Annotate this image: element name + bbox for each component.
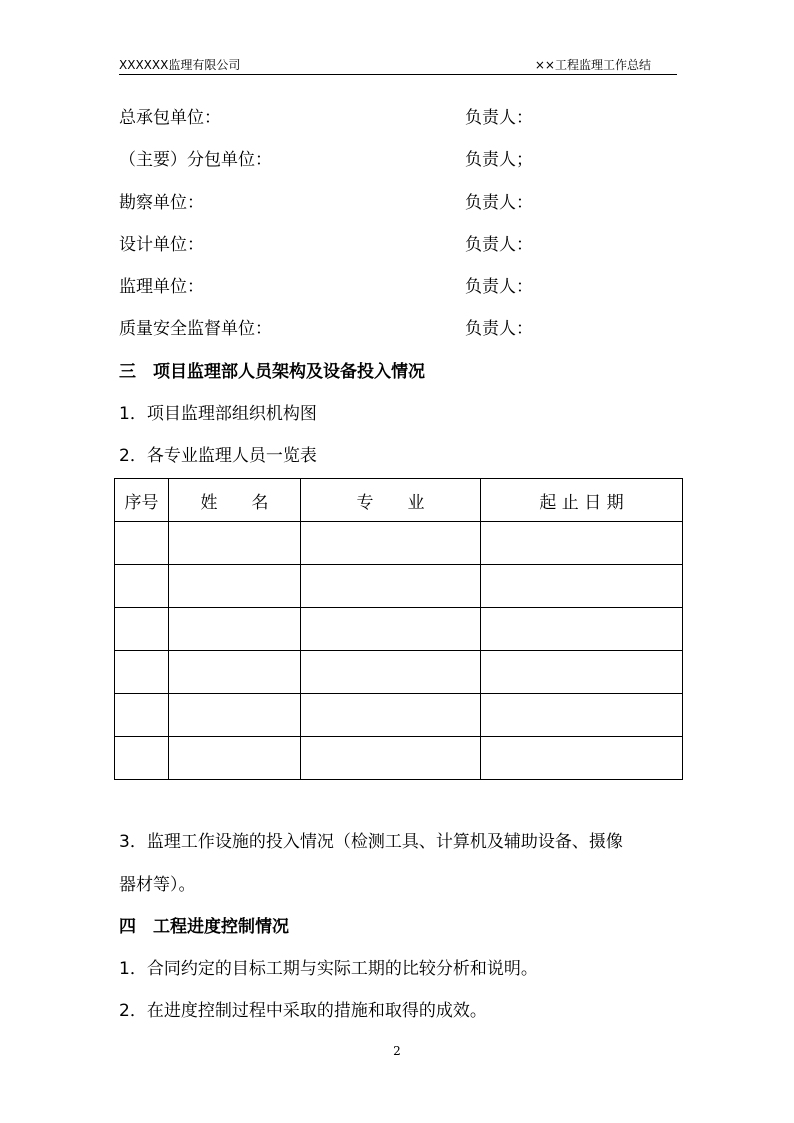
document-title: ××工程监理工作总结 — [534, 58, 651, 72]
section4-item1: 1．合同约定的目标工期与实际工期的比较分析和说明。 — [119, 959, 538, 979]
table-cell — [481, 608, 683, 651]
unit-quality-safety-responsible: 负责人： — [465, 319, 533, 339]
section3-item3-line1: 3．监理工作设施的投入情况（检测工具、计算机及辅助设备、摄像 — [119, 832, 623, 852]
column-header-dates: 起 止 日 期 — [481, 479, 683, 522]
table-cell — [481, 694, 683, 737]
table-cell — [115, 694, 169, 737]
table-cell — [169, 522, 301, 565]
table-cell — [481, 522, 683, 565]
table-header-row — [115, 479, 683, 522]
table-row — [115, 737, 683, 780]
table-cell — [481, 565, 683, 608]
unit-subcontractor-responsible: 负责人； — [465, 150, 533, 170]
table-row — [115, 608, 683, 651]
page-number: 2 — [393, 1044, 401, 1058]
table-cell — [169, 608, 301, 651]
company-name: XXXXXX监理有限公司 — [119, 58, 241, 72]
table-row — [115, 651, 683, 694]
table-cell — [115, 608, 169, 651]
table-cell — [169, 565, 301, 608]
section3-item1: 1．项目监理部组织机构图 — [119, 404, 317, 424]
column-header-name: 姓 名 — [169, 479, 301, 522]
table-cell — [169, 694, 301, 737]
unit-design-responsible: 负责人： — [465, 235, 533, 255]
unit-supervision-label: 监理单位： — [119, 277, 204, 297]
column-header-serial: 序号 — [115, 479, 169, 522]
section3-heading: 三 项目监理部人员架构及设备投入情况 — [119, 362, 425, 382]
table-cell — [169, 651, 301, 694]
table-cell — [115, 737, 169, 780]
unit-subcontractor-label: （主要）分包单位： — [119, 150, 272, 170]
table-row — [115, 694, 683, 737]
unit-survey-label: 勘察单位： — [119, 193, 204, 213]
table-cell — [115, 651, 169, 694]
table-cell — [301, 522, 481, 565]
unit-general-contractor-label: 总承包单位： — [119, 108, 221, 128]
table-cell — [301, 694, 481, 737]
section4-item2: 2．在进度控制过程中采取的措施和取得的成效。 — [119, 1001, 487, 1021]
unit-quality-safety-label: 质量安全监督单位： — [119, 319, 272, 339]
table-cell — [481, 737, 683, 780]
unit-survey-responsible: 负责人： — [465, 193, 533, 213]
table-row — [115, 565, 683, 608]
section3-item2: 2．各专业监理人员一览表 — [119, 446, 317, 466]
table-cell — [301, 651, 481, 694]
page-header — [119, 56, 677, 75]
table-cell — [301, 737, 481, 780]
section4-heading: 四 工程进度控制情况 — [119, 917, 289, 937]
section3-item3-line2: 器材等）。 — [119, 875, 196, 895]
unit-design-label: 设计单位： — [119, 235, 204, 255]
unit-supervision-responsible: 负责人： — [465, 277, 533, 297]
table-cell — [301, 565, 481, 608]
unit-general-contractor-responsible: 负责人： — [465, 108, 533, 128]
table-cell — [115, 565, 169, 608]
table-cell — [301, 608, 481, 651]
table-cell — [169, 737, 301, 780]
personnel-table — [114, 478, 683, 780]
column-header-specialty: 专 业 — [301, 479, 481, 522]
table-cell — [481, 651, 683, 694]
table-cell — [115, 522, 169, 565]
table-row — [115, 522, 683, 565]
